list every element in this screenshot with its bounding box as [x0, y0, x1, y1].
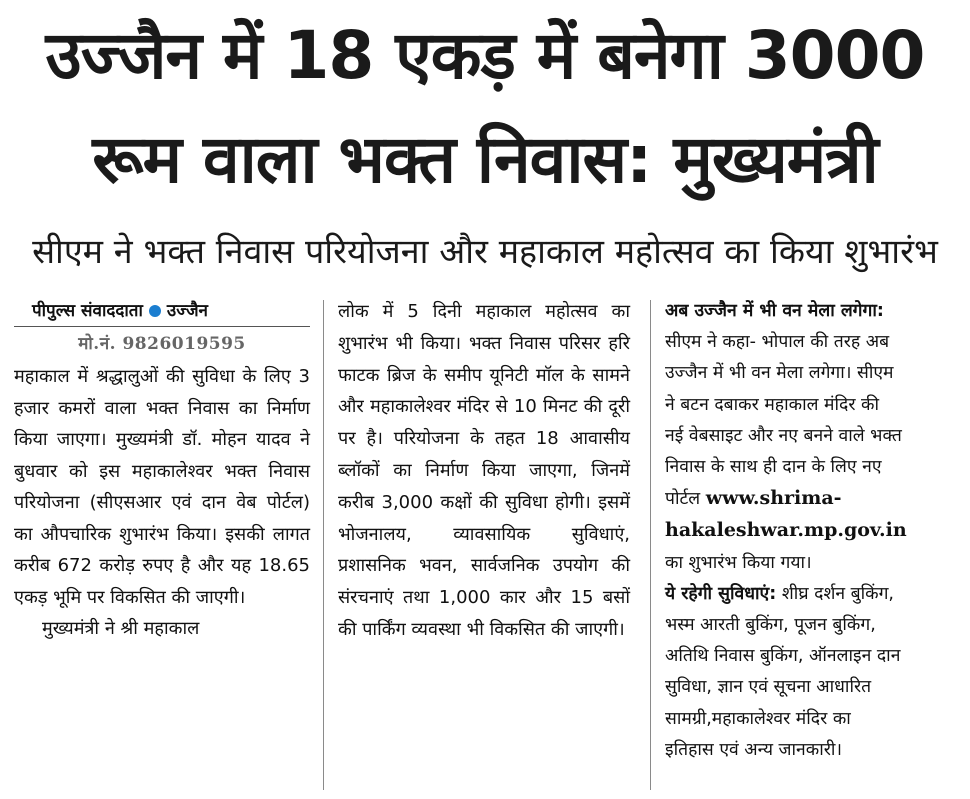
- headline-line-1: उज्जैन में 18 एकड़ में बनेगा 3000: [45, 17, 925, 94]
- text-line: [665, 579, 961, 610]
- article-paragraph: महाकाल में श्रद्धालुओं की सुविधा के लिए 3 हजार कमरों वाला भक्त निवास का निर्माण किया जाएगा। मुख्यमंत्री डॉ. मोहन यादव ने बुधवार को इस महाकालेश्वर भक्त निवास परियोजना (सीएसआर एवं दान वेब पोर्टल) का औपचारिक शुभारंभ किया। इसकी लागत करीब 672 करोड़ रुपए है और यह 18.65 एकड़ भूमि पर विकसित की जाएगी।: [14, 366, 310, 608]
- byline: [14, 296, 310, 327]
- column-divider: [650, 300, 651, 790]
- text-fragment: शीघ्र दर्शन बुकिंग,: [781, 583, 894, 604]
- article-column-1: [14, 296, 310, 645]
- article-paragraph: लोक में 5 दिनी महाकाल महोत्सव का शुभारंभ भी किया। भक्त निवास परिसर हरि फाटक ब्रिज के समीप यूनिटी मॉल के सामने और महाकालेश्वर मंदिर से 10 मिनट की दूरी पर है। परियोजना के तहत 18 आवासीय ब्लॉकों का निर्माण किया जाएगा, जिनमें करीब 3,000 कक्षों की सुविधा होगी। इसमें भोजनालय, व्यावसायिक सुविधाएं, प्रशासनिक भवन, सार्वजनिक उपयोग की संरचनाएं तथा 1,000 कार और 15 बसों की पार्किंग व्यवस्था भी विकसित की जाएगी।: [338, 301, 630, 640]
- portal-url-part: hakaleshwar.mp.gov.in: [665, 519, 907, 542]
- column-divider: [323, 300, 324, 790]
- text-line: इतिहास एवं अन्य जानकारी।: [665, 739, 843, 760]
- text-line: निवास के साथ ही दान के लिए नए: [665, 457, 882, 478]
- text-line: ने बटन दबाकर महाकाल मंदिर की: [665, 394, 880, 415]
- text-line: [665, 515, 961, 547]
- article-column-3: [665, 296, 961, 766]
- text-fragment: पोर्टल: [665, 489, 701, 510]
- text-line: सीएम ने कहा- भोपाल की तरह अब: [665, 332, 890, 353]
- bullet-dot-icon: [149, 305, 161, 317]
- article-column-2: [338, 296, 630, 646]
- dateline-location: उज्जैन: [166, 301, 208, 321]
- text-line: सामग्री,महाकालेश्वर मंदिर का: [665, 708, 851, 729]
- text-line: [665, 483, 961, 515]
- section-heading: अब उज्जैन में भी वन मेला लगेगा:: [665, 301, 884, 321]
- subheadline: सीएम ने भक्त निवास परियोजना और महाकाल महोत्सव का किया शुभारंभ: [32, 232, 938, 272]
- section-heading: ये रहेगी सुविधाएं:: [665, 583, 777, 604]
- text-line: सुविधा, ज्ञान एवं सूचना आधारित: [665, 677, 872, 698]
- text-line: भस्म आरती बुकिंग, पूजन बुकिंग,: [665, 615, 876, 636]
- reporter-name: पीपुल्स संवाददाता: [32, 301, 143, 321]
- headline-line-2: रूम वाला भक्त निवास: मुख्यमंत्री: [92, 121, 878, 198]
- text-line: का शुभारंभ किया गया।: [665, 552, 812, 573]
- article-paragraph: मुख्यमंत्री ने श्री महाकाल: [42, 618, 200, 639]
- reporter-phone: मो.नं. 9826019595: [78, 334, 246, 354]
- text-line: उज्जैन में भी वन मेला लगेगा। सीएम: [665, 363, 894, 384]
- portal-url-part: www.shrima-: [705, 487, 842, 510]
- text-line: अतिथि निवास बुकिंग, ऑनलाइन दान: [665, 646, 901, 667]
- text-line: नई वेबसाइट और नए बनने वाले भक्त: [665, 425, 902, 446]
